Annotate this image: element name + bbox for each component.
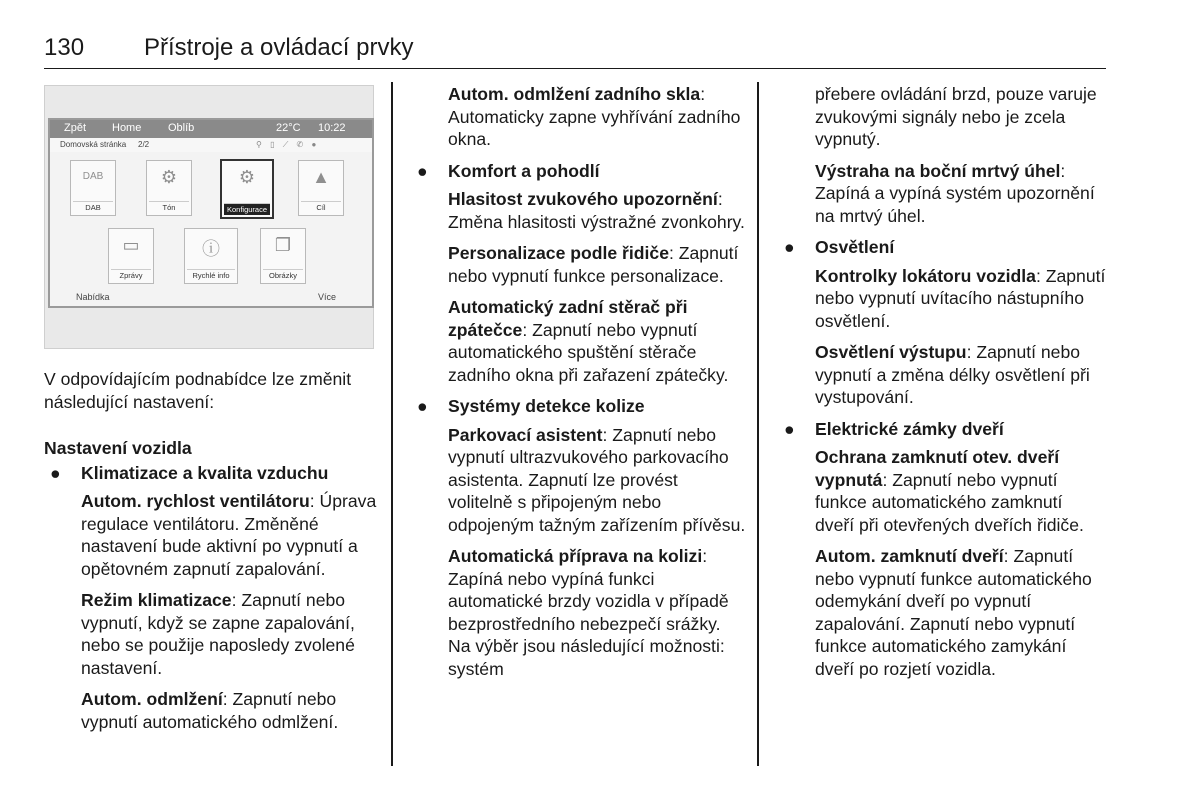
messages-icon: ▭ xyxy=(122,235,140,255)
tile-dab xyxy=(70,160,116,216)
clock-readout: 10:22 xyxy=(318,122,346,134)
map-icon: ▲ xyxy=(312,167,330,187)
setting-entry xyxy=(81,490,384,580)
setting-text: : Zapnutí nebo vypnutí a změna délky osvětlení při vystupování. xyxy=(815,342,1090,407)
tile-label: Zprávy xyxy=(111,269,151,281)
setting-list xyxy=(81,490,384,733)
infotainment-screenshot xyxy=(44,85,374,349)
setting-entry xyxy=(815,265,1106,333)
bullet-item xyxy=(778,236,1106,259)
tile-label: DAB xyxy=(73,201,113,213)
bullet-label: Klimatizace a kvalita vzduchu xyxy=(81,462,329,483)
setting-text: : Zapnutí nebo vypnutí, když se zapne zapalování, nebo se použije naposledy zvolené nastavení. xyxy=(81,590,355,678)
setting-entry xyxy=(448,424,746,537)
bullet-item xyxy=(411,160,746,183)
tile-messages xyxy=(108,228,154,284)
bullet-icon: ● xyxy=(417,160,428,181)
setting-title: Personalizace podle řidiče xyxy=(448,243,669,263)
setting-list xyxy=(448,188,746,386)
setting-text: : Zapnutí nebo vypnutí funkce personalizace. xyxy=(448,243,739,286)
section-heading: Nastavení vozidla xyxy=(44,438,192,458)
setting-title: Autom. rychlost ventilátoru xyxy=(81,491,310,511)
more-label: Více xyxy=(318,292,337,302)
page-label: Domovská stránka xyxy=(60,140,127,149)
page-header xyxy=(44,34,1106,69)
setting-text: : Zapnutí nebo vypnutí funkce automatického zamknutí dveří při otevřených dveřích řidiče. xyxy=(815,469,1084,535)
setting-text: : Zapnutí nebo vypnutí uvítacího nástupního osvětlení. xyxy=(815,265,1106,331)
setting-title: Autom. odmlžení zadního skla xyxy=(448,84,701,104)
menu-label: Nabídka xyxy=(76,292,110,302)
bullet-label: Osvětlení xyxy=(815,237,895,257)
setting-entry xyxy=(81,688,384,733)
setting-text: : Zapnutí nebo vypnutí automatického odmlžení. xyxy=(81,689,339,732)
setting-list xyxy=(815,83,1106,227)
bullet-item xyxy=(44,462,384,485)
bullet-label: Systémy detekce kolize xyxy=(448,396,645,416)
setting-title: Ochrana zamknutí otev. dveří vypnutá xyxy=(815,447,1060,490)
temperature-readout: 22°C xyxy=(276,122,301,134)
setting-title: Výstraha na boční mrtvý úhel xyxy=(815,160,1061,181)
tone-icon: ⚙ xyxy=(160,167,178,187)
pictures-icon: ❐ xyxy=(274,235,292,255)
bullet-label: Elektrické zámky dveří xyxy=(815,418,1004,439)
setting-entry xyxy=(81,589,384,679)
setting-entry xyxy=(448,242,746,287)
display-top-bar xyxy=(50,120,372,138)
setting-entry xyxy=(815,446,1106,536)
settings-icon: ⚙ xyxy=(238,167,256,187)
bullet-item xyxy=(411,395,746,418)
tile-label: Konfigurace xyxy=(224,203,270,215)
setting-entry xyxy=(448,545,746,680)
column-3 xyxy=(778,83,1106,689)
info-icon: ⓘ xyxy=(202,239,220,259)
setting-text: : Zapíná a vypíná systém upozornění na mrtvý úhel. xyxy=(815,160,1095,226)
setting-title: Autom. odmlžení xyxy=(81,689,223,709)
setting-title: Režim klimatizace xyxy=(81,590,232,610)
tile-label: Obrázky xyxy=(263,269,303,281)
display-sub-bar xyxy=(50,138,372,152)
tile-destination xyxy=(298,160,344,216)
bullet-icon: ● xyxy=(50,462,61,483)
intro-paragraph: V odpovídajícím podnabídce lze změnit následující nastavení: xyxy=(44,369,352,412)
tile-label: Rychlé info xyxy=(187,269,235,281)
setting-title: Automatická příprava na kolizi xyxy=(448,546,703,566)
bullet-icon: ● xyxy=(417,396,428,416)
infotainment-display xyxy=(48,118,374,308)
tile-label: Tón xyxy=(149,201,189,213)
setting-title: Parkovací asistent xyxy=(448,424,603,445)
page-number: 130 xyxy=(44,34,85,61)
tile-pictures xyxy=(260,228,306,284)
setting-text: : Úprava regulace ventilátoru. Změněné nastavení bude aktivní po vypnutí a opětovném zapnutí zapalování. xyxy=(81,491,377,579)
column-2 xyxy=(411,83,746,689)
setting-title: Hlasitost zvukového upozornění xyxy=(448,189,718,209)
favourites-button: Oblíb xyxy=(168,122,195,134)
setting-text: : Zapíná nebo vypíná funkci automatické brzdy vozidla v případě bezprostředního nebezpečí srážky. Na výběr jsou následující možnosti: systém xyxy=(448,546,729,679)
setting-title: Kontrolky lokátoru vozidla xyxy=(815,265,1036,286)
tile-configuration xyxy=(220,159,274,219)
setting-text: : Zapnutí nebo vypnutí ultrazvukového parkovacího asistenta. Zapnutí lze provést volitelně s připojeným nebo odpojeným tažným zařízením přívěsu. xyxy=(448,424,746,535)
setting-title: Osvětlení výstupu xyxy=(815,342,967,362)
setting-text: : Zapnutí nebo vypnutí automatického spuštění stěrače zadního okna při zařazení zpátečky. xyxy=(448,319,729,385)
setting-title: Automatický zadní stěrač při zpátečce xyxy=(448,297,688,340)
back-button: Zpět xyxy=(64,122,87,134)
setting-entry xyxy=(815,341,1106,409)
setting-text: : Změna hlasitosti výstražné zvonkohry. xyxy=(448,189,745,232)
column-divider xyxy=(391,82,393,766)
chapter-title: Přístroje a ovládací prvky xyxy=(144,34,414,61)
bullet-icon: ● xyxy=(784,237,795,257)
home-button: Home xyxy=(112,122,142,134)
setting-entry xyxy=(448,83,746,151)
setting-list xyxy=(815,446,1106,680)
setting-list xyxy=(815,265,1106,409)
setting-entry xyxy=(815,545,1106,680)
tile-quick-info xyxy=(184,228,238,284)
column-1 xyxy=(44,368,384,742)
status-icons: ⚲ ▯ ⟋ ✆ ● xyxy=(256,140,320,149)
setting-entry xyxy=(815,160,1106,228)
setting-list xyxy=(448,424,746,681)
dab-icon: DAB xyxy=(82,171,104,182)
bullet-icon: ● xyxy=(784,418,795,439)
tile-label: Cíl xyxy=(301,201,341,213)
page-count: 2/2 xyxy=(138,140,150,149)
setting-list xyxy=(448,83,746,151)
column-divider xyxy=(757,82,759,766)
bullet-item xyxy=(778,418,1106,441)
setting-title: Autom. zamknutí dveří xyxy=(815,546,1004,566)
setting-entry xyxy=(448,296,746,386)
setting-text: : Automaticky zapne vyhřívání zadního okna. xyxy=(448,84,741,149)
continued-text: přebere ovládání brzd, pouze varuje zvukovými signály nebo je zcela vypnutý. xyxy=(815,84,1097,149)
bullet-label: Komfort a pohodlí xyxy=(448,160,600,181)
setting-entry xyxy=(448,188,746,233)
setting-text: : Zapnutí nebo vypnutí funkce automatického odemykání dveří po vypnutí zapalování. Zapnutí nebo vypnutí funkce automatického zamykání dveří po rozjetí vozidla. xyxy=(815,546,1092,679)
tile-tone xyxy=(146,160,192,216)
